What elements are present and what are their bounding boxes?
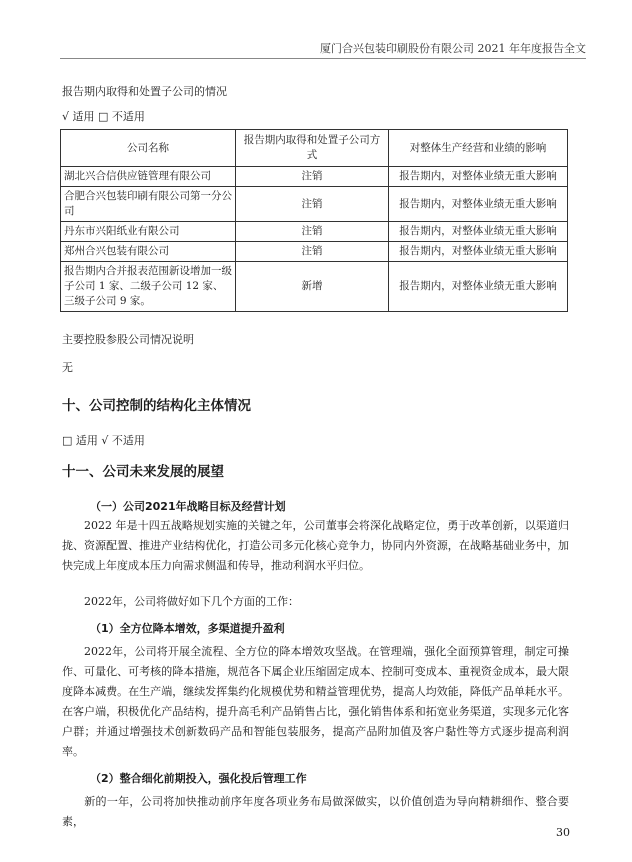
table-header-row <box>61 130 568 167</box>
section-10-title: 十、公司控制的结构化主体情况 <box>62 398 251 414</box>
table-row <box>61 242 568 262</box>
table-cell: 报告期内，对整体业绩无重大影响 <box>389 242 568 262</box>
page-number: 30 <box>556 826 570 839</box>
subsection-2-title: （1）全方位降本增效，多渠道提升盈利 <box>90 622 285 635</box>
table-cell: 注销 <box>236 167 389 187</box>
table-cell: 注销 <box>236 222 389 242</box>
table-cell: 郑州合兴包装有限公司 <box>61 242 236 262</box>
paragraph <box>62 592 569 612</box>
table-header: 报告期内取得和处置子公司方式 <box>236 130 389 167</box>
table-cell: 报告期内合并报表范围新设增加一级子公司 1 家、二级子公司 12 家、三级子公司 9 家。 <box>61 262 236 312</box>
subsection-1-title: （一）公司2021年战略目标及经营计划 <box>90 500 286 513</box>
table-cell: 报告期内，对整体业绩无重大影响 <box>389 262 568 312</box>
section-11-title: 十一、公司未来发展的展望 <box>62 464 224 480</box>
holding-note-value: 无 <box>62 361 73 374</box>
acquisition-title: 报告期内取得和处置子公司的情况 <box>62 85 227 98</box>
table-cell: 丹东市兴阳纸业有限公司 <box>61 222 236 242</box>
page-header: 厦门合兴包装印刷股份有限公司 2021 年年度报告全文 <box>320 42 586 55</box>
table-row <box>61 222 568 242</box>
table-header: 公司名称 <box>61 130 236 167</box>
table-row <box>61 262 568 312</box>
paragraph-text: 2022年，公司将做好如下几个方面的工作： <box>84 595 299 608</box>
table-cell: 注销 <box>236 242 389 262</box>
table-header: 对整体生产经营和业绩的影响 <box>389 130 568 167</box>
table-cell: 报告期内，对整体业绩无重大影响 <box>389 222 568 242</box>
paragraph <box>62 792 569 832</box>
acquisition-applicability: √ 适用 □ 不适用 <box>62 110 145 123</box>
paragraph-text: 2022年，公司将开展全流程、全方位的降本增效攻坚战。在管理端，强化全面预算管理，制定可操作、可量化、可考核的降本措施，规范各下属企业压缩固定成本、控制可变成本、重视资金成本，最大限度降本减费。在生产端，继续发挥集约化规模优势和精益管理优势，提高人均效能，降低产品单耗水平。在客户端，积极优化产品结构，提升高毛利产品销售占比，强化销售体系和拓宽业务渠道，实现多元化客户群；并通过增强技术创新数码产品和智能包装服务，提高产品附加值及客户黏性等方式逐步提高利润率。 <box>62 645 569 758</box>
table-cell: 新增 <box>236 262 389 312</box>
table-cell: 湖北兴合信供应链管理有限公司 <box>61 167 236 187</box>
table-row <box>61 187 568 222</box>
subsidiary-table <box>60 129 568 312</box>
table-cell: 报告期内，对整体业绩无重大影响 <box>389 167 568 187</box>
paragraph <box>62 642 569 762</box>
table-cell: 注销 <box>236 187 389 222</box>
paragraph-text: 新的一年，公司将加快推动前序年度各项业务布局做深做实，以价值创造为导向精耕细作、整合要素， <box>62 795 569 828</box>
table-cell: 报告期内，对整体业绩无重大影响 <box>389 187 568 222</box>
holding-note-title: 主要控股参股公司情况说明 <box>62 333 194 346</box>
table-row <box>61 167 568 187</box>
subsection-3-title: （2）整合细化前期投入，强化投后管理工作 <box>90 772 307 785</box>
section-10-applicability: □ 适用 √ 不适用 <box>62 434 145 447</box>
header-divider <box>60 58 586 59</box>
paragraph-text: 2022 年是十四五战略规划实施的关键之年，公司董事会将深化战略定位，勇于改革创新，以渠道归拢、资源配置、推进产业结构优化，打造公司多元化核心竞争力，协同内外资源，在战略基础业务中，加快完成上年度成本压力向需求侧温和传导，推动利润水平归位。 <box>62 519 569 572</box>
table-cell: 合肥合兴包装印刷有限公司第一分公司 <box>61 187 236 222</box>
paragraph <box>62 516 569 576</box>
